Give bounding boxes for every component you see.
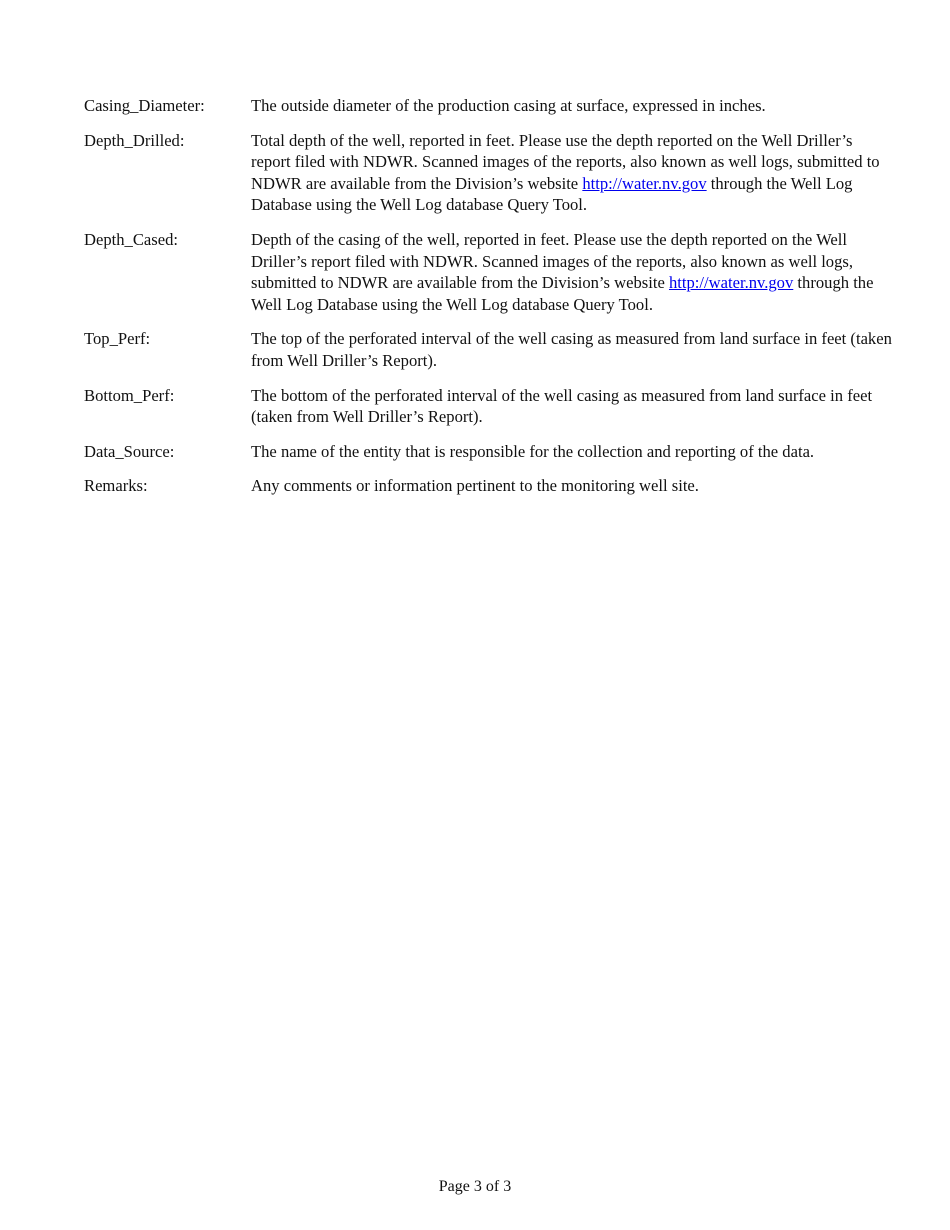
field-term: Bottom_Perf: bbox=[84, 385, 175, 405]
definition-entry-depth-cased bbox=[84, 229, 894, 315]
field-term: Remarks: bbox=[84, 476, 148, 496]
definition-text: Any comments or information pertinent to the monitoring well site. bbox=[251, 476, 699, 496]
definition-entry-bottom-perf bbox=[84, 385, 894, 428]
definition-text-continued: through the Well Log Database using the Well Log database Query Tool. bbox=[251, 173, 853, 215]
definition-entry-casing-diameter bbox=[84, 95, 894, 117]
definition-text: Depth of the casing of the well, reported in feet. Please use the depth reported on the Well Driller’s report filed with NDWR. Scanned images of the reports, also known as well logs, submitted to NDWR are available from the Division’s website bbox=[251, 229, 854, 293]
field-term: Depth_Drilled: bbox=[84, 130, 185, 150]
field-term: Top_Perf: bbox=[84, 329, 151, 349]
field-term: Depth_Cased: bbox=[84, 229, 179, 249]
field-definition bbox=[251, 385, 894, 428]
field-definition bbox=[251, 130, 894, 216]
field-definition bbox=[251, 441, 894, 463]
page-number: Page 3 of 3 bbox=[438, 1178, 512, 1195]
field-definition bbox=[251, 475, 894, 497]
field-term: Data_Source: bbox=[84, 441, 175, 461]
definition-entry-data-source bbox=[84, 441, 894, 463]
definition-entry-top-perf bbox=[84, 328, 894, 371]
definition-text: The bottom of the perforated interval of the well casing as measured from land surface in feet (taken from Well Driller’s Report). bbox=[251, 385, 873, 427]
field-term: Casing_Diameter: bbox=[84, 96, 205, 115]
definition-text: The top of the perforated interval of the well casing as measured from land surface in feet (taken from Well Driller’s Report). bbox=[251, 329, 892, 370]
field-definition bbox=[251, 229, 894, 315]
field-definition bbox=[251, 95, 894, 117]
definition-text: Total depth of the well, reported in feet. Please use the depth reported on the Well Driller’s report filed with NDWR. Scanned images of the reports, also known as well logs, submitted to NDWR are available from the Division’s website bbox=[251, 130, 880, 193]
field-definition bbox=[251, 328, 894, 371]
definition-text: The outside diameter of the production casing at surface, expressed in inches. bbox=[251, 96, 766, 115]
definition-text: The name of the entity that is responsible for the collection and reporting of the data. bbox=[251, 441, 815, 461]
definition-text-continued: through the Well Log Database using the Well Log database Query Tool. bbox=[251, 273, 874, 314]
field-definitions-list bbox=[84, 95, 894, 510]
website-link[interactable]: http://water.nv.gov bbox=[668, 273, 794, 293]
definition-entry-depth-drilled bbox=[84, 130, 894, 216]
definition-entry-remarks bbox=[84, 475, 894, 497]
website-link[interactable]: http://water.nv.gov bbox=[582, 173, 707, 193]
